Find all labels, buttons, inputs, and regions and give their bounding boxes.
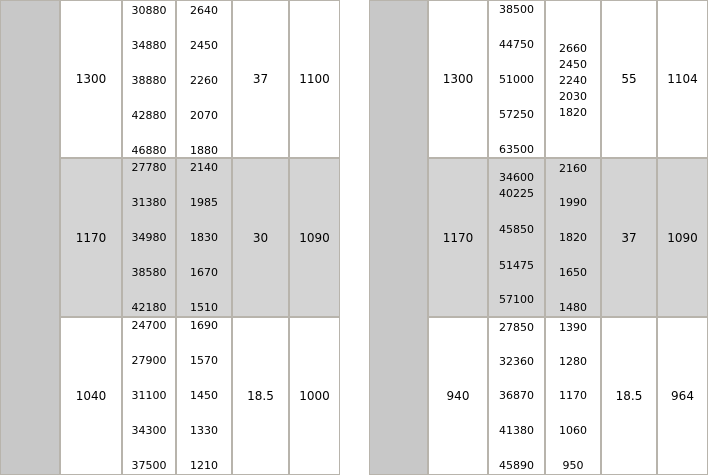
table-2-row-3-col3-value: 1390: [559, 321, 587, 334]
table-2-row-1-col2-cell: [488, 0, 545, 158]
table-1-row-1-col2-value: 46880: [131, 144, 167, 157]
table-1-row-3-col2-cell: [122, 317, 176, 475]
table-2-row-3-col2-value: 41380: [499, 424, 534, 437]
table-1-row-1-col3-value: 2070: [190, 109, 218, 122]
table-1-row-3-col2-value: 27900: [131, 354, 167, 367]
table-1-row-1-col2-value: 30880: [131, 4, 167, 17]
table-2-row-1-col2-value: 38500: [499, 3, 534, 16]
table-1-row-3-col3-value: 1210: [190, 459, 218, 472]
table-1-row-2-col4-cell: 30: [232, 158, 289, 317]
table-1-row-2-first-cell: 1170: [60, 158, 122, 317]
table-1-row-1-col3-value: 2260: [190, 74, 218, 87]
table-2-row-3-col2-value: 45890: [499, 459, 534, 472]
table-1-row-3-col4-cell: 18.5: [232, 317, 289, 475]
table-1-row-3-col2-value: 31100: [131, 389, 167, 402]
table-2-row-3-col3-value: 1280: [559, 355, 587, 368]
table-1-row-2-col3-cell: [176, 158, 232, 317]
table-2-row-3-col3-value: 1060: [559, 424, 587, 437]
table-1-row-2-col3-value: 1510: [190, 301, 218, 314]
table-2-row-1-col2-value: 57250: [499, 108, 534, 121]
table-1-row-1-col2-value: 38880: [131, 74, 167, 87]
table-2-row-3-first-cell: 940: [428, 317, 488, 475]
table-2-row-2-col2-value: 40225: [499, 187, 534, 200]
table-2-row-1-col3-value: 2450: [559, 58, 587, 71]
table-2-row-2-col2-value: 45850: [499, 223, 534, 236]
table-1-row-3-col2-value: 37500: [131, 459, 167, 472]
table-2-row-3-col2-value: 32360: [499, 355, 534, 368]
table-1-row-3-col3-value: 1450: [190, 389, 218, 402]
table-2-row-2-col2-value: 51475: [499, 259, 534, 272]
table-1-row-3-col3-value: 1570: [190, 354, 218, 367]
table-1-row-3-col2-value: 34300: [131, 424, 167, 437]
table-2-row-2-col2-value: 57100: [499, 293, 534, 306]
table-2-row-3-col4-cell: 18.5: [601, 317, 657, 475]
table-2-row-2-col3-value: 1820: [559, 231, 587, 244]
table-2-row-3-col3-value: 950: [562, 459, 584, 472]
table-1-row-3-col5-cell: 1000: [289, 317, 340, 475]
table-1-row-3-col3-value: 1330: [190, 424, 218, 437]
table-1-row-1-first-cell: 1300: [60, 0, 122, 158]
table-1-row-2-col3-value: 1830: [190, 231, 218, 244]
table-2-row-1-col3-value: 2240: [559, 74, 587, 87]
table-1-row-2-col2-value: 38580: [131, 266, 167, 279]
table-2-row-2-col5-cell: 1090: [657, 158, 708, 317]
table-1-row-1-col3-value: 2640: [190, 4, 218, 17]
table-2-row-1-col2-value: 63500: [499, 143, 534, 156]
table-1-row-3-first-cell: 1040: [60, 317, 122, 475]
table-2-row-2-first-cell: 1170: [428, 158, 488, 317]
table-1-row-3-col2-value: 24700: [131, 319, 167, 332]
table-2-row-2-col2-value: 34600: [499, 171, 534, 184]
table-2-row-1-col5-cell: 1104: [657, 0, 708, 158]
table-2-row-1-first-cell: 1300: [428, 0, 488, 158]
table-2-row-3-col5-cell: 964: [657, 317, 708, 475]
table-2-row-1-col3-value: 2030: [559, 90, 587, 103]
table-2-row-1-col3-value: 2660: [559, 42, 587, 55]
table-2-row-3-col2-value: 27850: [499, 321, 534, 334]
table-1-row-2-col2-value: 42180: [131, 301, 167, 314]
table-1-row-1-col2-cell: [122, 0, 176, 158]
table-1-row-2-col2-value: 31380: [131, 196, 167, 209]
table-1-row-1-col3-cell: [176, 0, 232, 158]
table-2-row-1-col4-cell: 55: [601, 0, 657, 158]
table-2-row-2-col3-value: 1990: [559, 196, 587, 209]
table-2-row-1-col2-value: 44750: [499, 38, 534, 51]
table-1-row-1-col2-value: 34880: [131, 39, 167, 52]
table-gap: [340, 0, 369, 475]
table-1-row-1-col4-cell: 37: [232, 0, 289, 158]
table-1-row-2-col2-value: 34980: [131, 231, 167, 244]
table-1-row-1-col3-value: 1880: [190, 144, 218, 157]
table-1-row-2-col3-value: 1670: [190, 266, 218, 279]
table-2-row-3-col3-cell: [545, 317, 601, 475]
table-2-row-2-col2-cell: [488, 158, 545, 317]
table-1-row-3-col3-value: 1690: [190, 319, 218, 332]
table-1-row-2-col3-value: 2140: [190, 161, 218, 174]
table-1-row-1-col2-value: 42880: [131, 109, 167, 122]
table-1-row-2-col2-value: 27780: [131, 161, 167, 174]
table-2-row-1-col2-value: 51000: [499, 73, 534, 86]
table-2-row-3-col3-value: 1170: [559, 389, 587, 402]
table-1-row-3-col3-cell: [176, 317, 232, 475]
table-2-row-3-col2-cell: [488, 317, 545, 475]
table-2-row-2-col3-value: 1480: [559, 301, 587, 314]
table-1-row-2-col3-value: 1985: [190, 196, 218, 209]
table-1-row-1-col5-cell: 1100: [289, 0, 340, 158]
table-1-row-1-col3-value: 2450: [190, 39, 218, 52]
table-2-row-1-col3-value: 1820: [559, 106, 587, 119]
table-1-row-2-col2-cell: [122, 158, 176, 317]
table-2-row-2-col3-value: 2160: [559, 162, 587, 175]
table-1-side-column: [0, 0, 60, 475]
table-2-row-2-col3-value: 1650: [559, 266, 587, 279]
table-2-row-2-col3-cell: [545, 158, 601, 317]
table-2-row-2-col4-cell: 37: [601, 158, 657, 317]
table-2-row-1-col3-cell: [545, 0, 601, 158]
table-1-row-2-col5-cell: 1090: [289, 158, 340, 317]
table-2-side-column: [369, 0, 428, 475]
table-2-row-3-col2-value: 36870: [499, 389, 534, 402]
